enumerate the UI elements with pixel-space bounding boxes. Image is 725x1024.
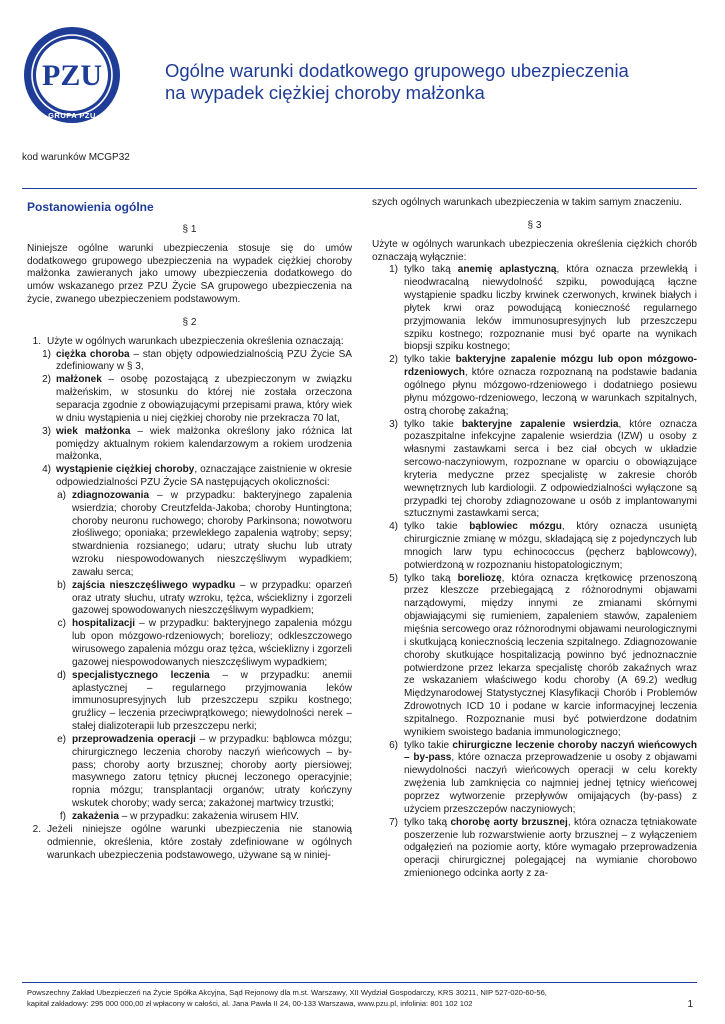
paragraph-mark-3: § 3: [527, 219, 542, 231]
logo-text: PZU: [42, 59, 102, 92]
list-item: 4) wystąpienie ciężkiej choroby, oznaczające zaistnienie w okresie odpowiedzialności PZU Życie SA następujących okoliczności:: [42, 464, 352, 489]
defined-term: anemię aplastyczną: [457, 264, 557, 276]
list-item: 2) małżonek – osobę pozostającą z ubezpieczonym w związku małżeńskim, w stosunku do której nie została orzeczona separacja zgodnie z obowiązującymi przepisami prawa, który wiek w dniu wystąpienia u niej ciężkiej choroby nie przekracza 70 lat,: [42, 374, 352, 424]
defined-term: bakteryjne zapalenie mózgu lub opon mózgowo-rdzeniowych: [404, 354, 697, 379]
list-item: 1. Użyte w ogólnych warunkach ubezpieczenia określenia oznaczają:: [32, 335, 344, 347]
list-item: 4) tylko takie bąblowiec mózgu, który oznacza usuniętą chirurgicznie zmianę w mózgu, składającą się z pojedynczych lub mnogich larw typu echinococcus (pęcherz bąblowcowy), potwierdzoną w rozpoznaniu histopatologicznym;: [389, 521, 697, 571]
continuation-text: szych ogólnych warunkach ubezpieczenia w takim samym znaczeniu.: [372, 197, 682, 208]
defined-term: wystąpienie ciężkiej choroby: [56, 464, 195, 476]
list-item: e) przeprowadzenia operacji – w przypadku: bąblowca mózgu; chirurgicznego leczenia choroby naczyń wieńcowych – by-pass; choroby aorty brzusznej; choroby aorty piersiowej; masywnego zatoru tętnicy płucnej leczonego operacyjnie; ropnia mózgu; transplantacji organów; utraty kończyny wskutek choroby; wady serca; zakażonej martwicy trzustki;: [57, 733, 352, 810]
defined-term: zdiagnozowania: [72, 489, 150, 501]
list-item: c) hospitalizacji – w przypadku: bakteryjnego zapalenia mózgu lub opon mózgowo-rdzeniowych; boreliozy; odkleszczowego wirusowego zapalenia mózgu oraz tężca, wścieklizny i zgorzeli gazowej niespowodowanych nieszczęśliwym wypadkiem;: [57, 618, 352, 668]
paragraph-1-text: Niniejsze ogólne warunki ubezpieczenia stosuje się do umów dodatkowego grupowego ubezpieczenia na wypadek ciężkiej choroby małżonka zawieranych jako umowy ubezpieczenia dodatkowego do umów wskazanego przez PZU Życie SA grupowego ubezpieczenia na życie, zwanego ubezpieczeniem podstawowym.: [27, 242, 352, 306]
defined-term: zajścia nieszczęśliwego wypadku: [72, 579, 236, 591]
defined-term: przeprowadzenia operacji: [72, 733, 196, 745]
title-line-2: na wypadek ciężkiej choroby małżonka: [165, 82, 485, 103]
right-column: [372, 197, 697, 881]
list-item: 1) ciężka choroba – stan objęty odpowiedzialnością PZU Życie SA zdefiniowany w § 3,: [42, 348, 352, 373]
paragraph-3-intro: Użyte w ogólnych warunkach ubezpieczenia określenia ciężkich chorób oznaczają wyłącznie:: [372, 238, 697, 263]
defined-term: chirurgiczne leczenie choroby naczyń wieńcowych – by-pass: [404, 739, 698, 764]
defined-term: wiek małżonka: [56, 425, 131, 437]
defined-term: zakażenia: [72, 810, 119, 822]
list-item: a) zdiagnozowania – w przypadku: bakteryjnego zapalenia wsierdzia; choroby Creutzfelda-Jakoba; choroby Huntingtona; choroby neuronu ruchowego; choroby Parkinsona; nowotworu złośliwego; oponiaka; przewlekłego zapalenia wątroby; sepsy; stwardnienia rozsianego; udaru; utraty słuchu lub utraty wzroku niespowodowanych nieszczęśliwym wypadkiem; zawału serca;: [57, 489, 352, 578]
list-item: 3) wiek małżonka – wiek małżonka określony jako różnica lat pomiędzy aktualnym rokiem kalendarzowym a rokiem urodzenia małżonka,: [42, 425, 352, 463]
footer: [27, 987, 547, 1009]
list-item: 2. Jeżeli niniejsze ogólne warunki ubezpieczenia nie stanowią odmiennie, określenia, które zostały zdefiniowane w ogólnych warunkach ubezpieczenia podstawowego, używane są w niniej-: [32, 823, 352, 861]
defined-term: specjalistycznego leczenia: [72, 669, 210, 681]
list-item: 7) tylko taką chorobę aorty brzusznej, która oznacza tętniakowate poszerzenie lub rozwarstwienie aorty brzusznej – z wyłączeniem odgałęzień na poziomie aorty, które wymagało przeprowadzenia operacji chirurgicznej polegającej na wymianie chorobowo zmienionego odcinka aorty z za-: [389, 816, 698, 880]
list-item: 2) tylko takie bakteryjne zapalenie mózgu lub opon mózgowo-rdzeniowych, które oznacza rozpoznaną na podstawie badania ogólnego płynu mózgowo-rdzeniowego i dodatniego posiewu płynu mózgowo-rdzeniowego, leczoną w warunkach szpitalnych, ostrą chorobę zakaźną;: [389, 354, 697, 417]
logo-ring-text: GRUPA PZU: [48, 111, 96, 120]
footer-line-2: kapitał zakładowy: 295 000 000,00 zł wpłacony w całości, al. Jana Pawła II 24, 00-133 Warszawa, www.pzu.pl, infolinia: 801 102 102: [27, 999, 473, 1008]
defined-term: małżonek: [56, 374, 102, 386]
header-divider: [22, 188, 697, 189]
paragraph-mark-1: § 1: [182, 223, 197, 235]
list-item: 6) tylko takie chirurgiczne leczenie choroby naczyń wieńcowych – by-pass, które oznacza przeprowadzenie u osoby z objawami niewydolności naczyń wieńcowych operacji w celu korekty zwężenia lub zamknięcia co najmniej jednej tętnicy wieńcowej poprzez wytworzenie przepływów omijających (by-pass) z użyciem przeszczepów naczyniowych;: [389, 739, 698, 815]
defined-term: boreliozę: [457, 572, 502, 584]
footer-line-1: Powszechny Zakład Ubezpieczeń na Życie Spółka Akcyjna, Sąd Rejonowy dla m.st. Warszawy, XII Wydział Gospodarczy, KRS 30211, NIP 527-020-60-56,: [27, 988, 547, 997]
list-item: f) zakażenia – w przypadku: zakażenia wirusem HIV.: [59, 810, 299, 822]
list-item: b) zajścia nieszczęśliwego wypadku – w przypadku: oparzeń oraz utraty słuchu, utraty wzroku, tężca, wścieklizny i zgorzeli gazowej spowodowanych nieszczęśliwym wypadkiem;: [57, 579, 352, 617]
conditions-code: kod warunków MCGP32: [22, 152, 130, 163]
defined-term: hospitalizacji: [72, 618, 136, 630]
list-item: 3) tylko takie bakteryjne zapalenie wsierdzia, które oznacza pozaszpitalne infekcyjne zapalenie wsierdzia (IZW) u osoby z własnymi zastawkami serca i bez ciał obcych w układzie sercowo-naczyniowym, rozpoznane w oparciu o obowiązujące kryteria medyczne przez specjalistę w zakresie chorób wewnętrznych lub kardiologii. Z odpowiedzialności wyłączone są przypadki tej choroby zdiagnozowane u osób z implantowanymi sztucznymi zastawkami serca;: [389, 418, 697, 520]
footer-divider: [22, 982, 697, 983]
paragraph-mark-2: § 2: [182, 316, 197, 328]
page-number: 1: [687, 999, 693, 1010]
list-item: 5) tylko taką boreliozę, która oznacza krętkowicę przenoszoną przez kleszcze przebiegającą z różnorodnymi objawami narządowymi, między innymi ze zmianami skórnymi objawiającymi się rumieniem, zapaleniem stawów, zapaleniem mięśnia sercowego oraz różnorodnymi objawami neurologicznymi i skutkującą koniecznością leczenia szpitalnego. Zdiagnozowanie choroby skutkujące hospitalizacją powinno być jednoznacznie potwierdzone przez lekarza specjalistę chorób zakaźnych wraz ze wskazaniem właściwego kodu choroby (A 69.2) według Międzynarodowej Statystycznej Klasyfikacji Chorób i Problemów Zdrowotnych ICD 10 i podane w karcie informacyjnej leczenia szpitalnego. Rozpoznanie musi być potwierdzone dodatnim wynikiem swoistego badania immunologicznego;: [389, 572, 698, 738]
defined-term: bąblowiec mózgu: [469, 521, 562, 533]
title-line-1: Ogólne warunki dodatkowego grupowego ubezpieczenia: [165, 60, 629, 81]
list-item: d) specjalistycznego leczenia – w przypadku: anemii aplastycznej – regularnego przyjmowania leków immunosupresyjnych lub przeszczepu szpiku kostnego; gruźlicy – leczenia przeciwprątkowego; niewydolności nerek – stałej dializoterapii lub przeszczepu nerki;: [57, 669, 352, 733]
section-heading: Postanowienia ogólne: [27, 200, 154, 214]
left-column: [27, 197, 352, 862]
pzu-logo: [22, 25, 122, 125]
defined-term: bakteryjne zapalenie wsierdzia: [461, 418, 619, 430]
defined-term: ciężka choroba: [56, 348, 130, 360]
defined-term: chorobę aorty brzusznej: [450, 816, 568, 828]
list-item: 1) tylko taką anemię aplastyczną, która oznacza przewlekłą i nieodwracalną niewydolność szpiku, powodującą łączne wystąpienie spadku liczby krwinek czerwonych, krwinek białych i płytek krwi oraz powodującą konieczność regularnego przyjmowania leków immunosupresyjnych lub przeszczepu szpiku kostnego; rozpoznanie musi być oparte na wynikach biopsji szpiku kostnego;: [389, 264, 697, 353]
document-title: [165, 60, 705, 104]
